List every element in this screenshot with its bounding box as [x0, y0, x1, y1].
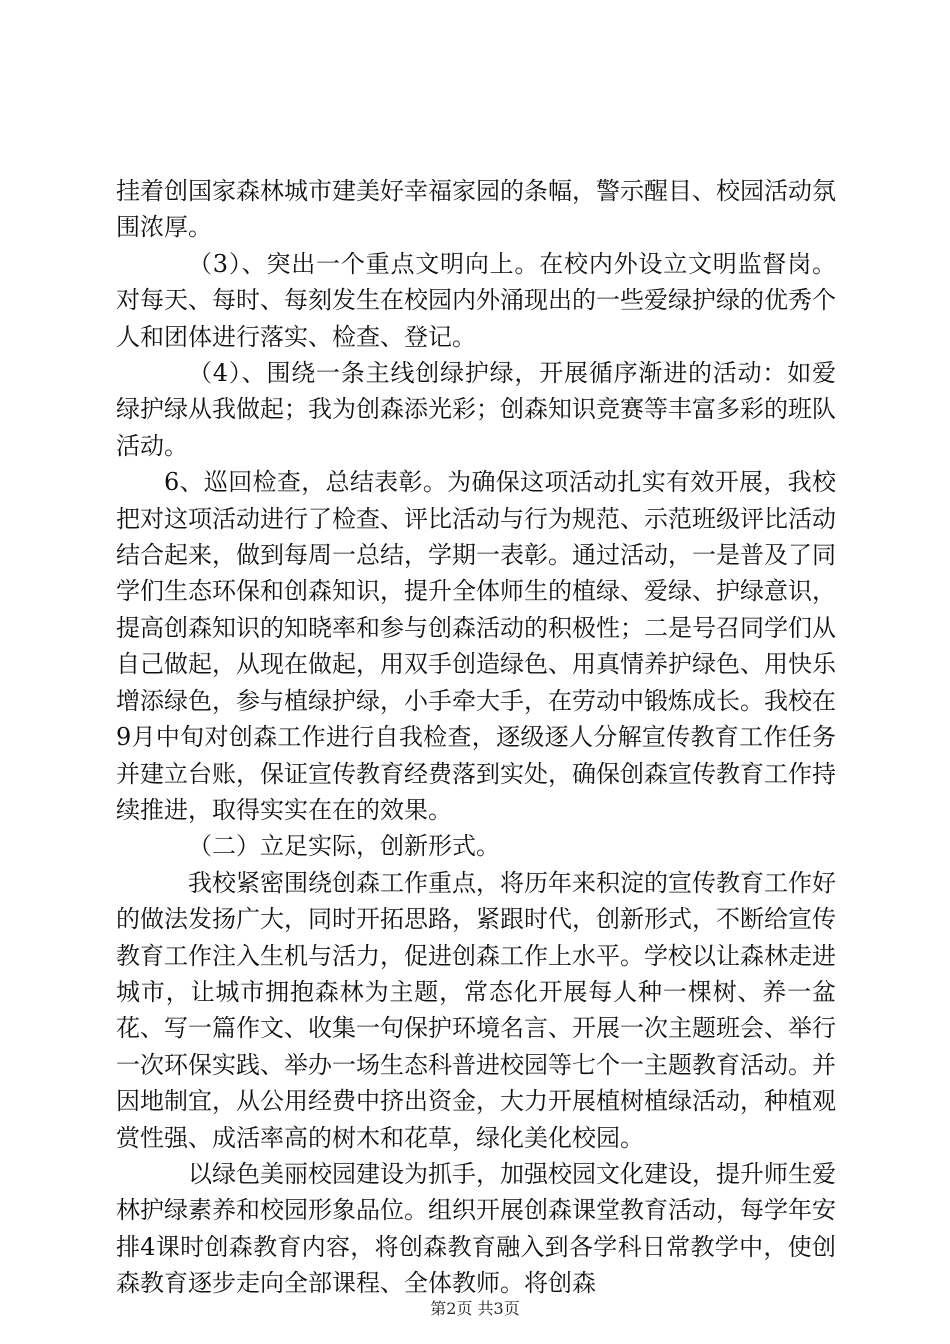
paragraph-4: 6、巡回检查，总结表彰。为确保这项活动扎实有效开展，我校把对这项活动进行了检查、评比活动与行为规范、示范班级评比活动结合起来，做到每周一总结，学期一表彰。通过活动，一是普及了同学们生态环保和创森知识，提升全体师生的植绿、爱绿、护绿意识，提高创森知识的知晓率和参与创森活动的积极性；二是号召同学们从自己做起，从现在做起，用双手创造绿色、用真情养护绿色、用快乐增添绿色，参与植绿护绿，小手牵大手，在劳动中锻炼成长。我校在9月中旬对创森工作进行自我检查，逐级逐人分解宣传教育工作任务并建立台账，保证宣传教育经费落到实处，确保创森宣传教育工作持续推进，取得实实在在的效果。 — [116, 468, 836, 824]
paragraph-2: （3）、突出一个重点文明向上。在校内外设立文明监督岗。对每天、每时、每刻发生在校园内外涌现出的一些爱绿护绿的优秀个人和团体进行落实、检查、登记。 — [116, 249, 836, 351]
paragraph-6: 以绿色美丽校园建设为抓手，加强校园文化建设，提升师生爱林护绿素养和校园形象品位。组织开展创森课堂教育活动，每学年安排4课时创森教育内容，将创森教育融入到各学科日常教学中，使创森教育逐步走向全部课程、全体教师。将创森 — [116, 1159, 836, 1298]
section-heading: （二）立足实际，创新形式。 — [188, 832, 500, 861]
document-body — [116, 173, 836, 1302]
paragraph-1: 挂着创国家森林城市建美好幸福家园的条幅，警示醒目、校园活动氛围浓厚。 — [116, 177, 836, 242]
paragraph-5: 我校紧密围绕创森工作重点，将历年来积淀的宣传教育工作好的做法发扬广大，同时开拓思路，紧跟时代，创新形式，不断给宣传教育工作注入生机与活力，促进创森工作上水平。学校以让森林走进城市，让城市拥抱森林为主题，常态化开展每人种一棵树、养一盆花、写一篇作文、收集一句保护环境名言、开展一次主题班会、举行一次环保实践、举办一场生态科普进校园等七个一主题教育活动。并因地制宜，从公用经费中挤出资金，大力开展植树植绿活动，种植观赏性强、成活率高的树木和花草，绿化美化校园。 — [116, 868, 836, 1152]
paragraph-3: （4）、围绕一条主线创绿护绿，开展循序渐进的活动：如爱绿护绿从我做起；我为创森添光彩；创森知识竞赛等丰富多彩的班队活动。 — [116, 359, 836, 460]
page-number-footer: 第2页 共3页 — [430, 1299, 520, 1318]
